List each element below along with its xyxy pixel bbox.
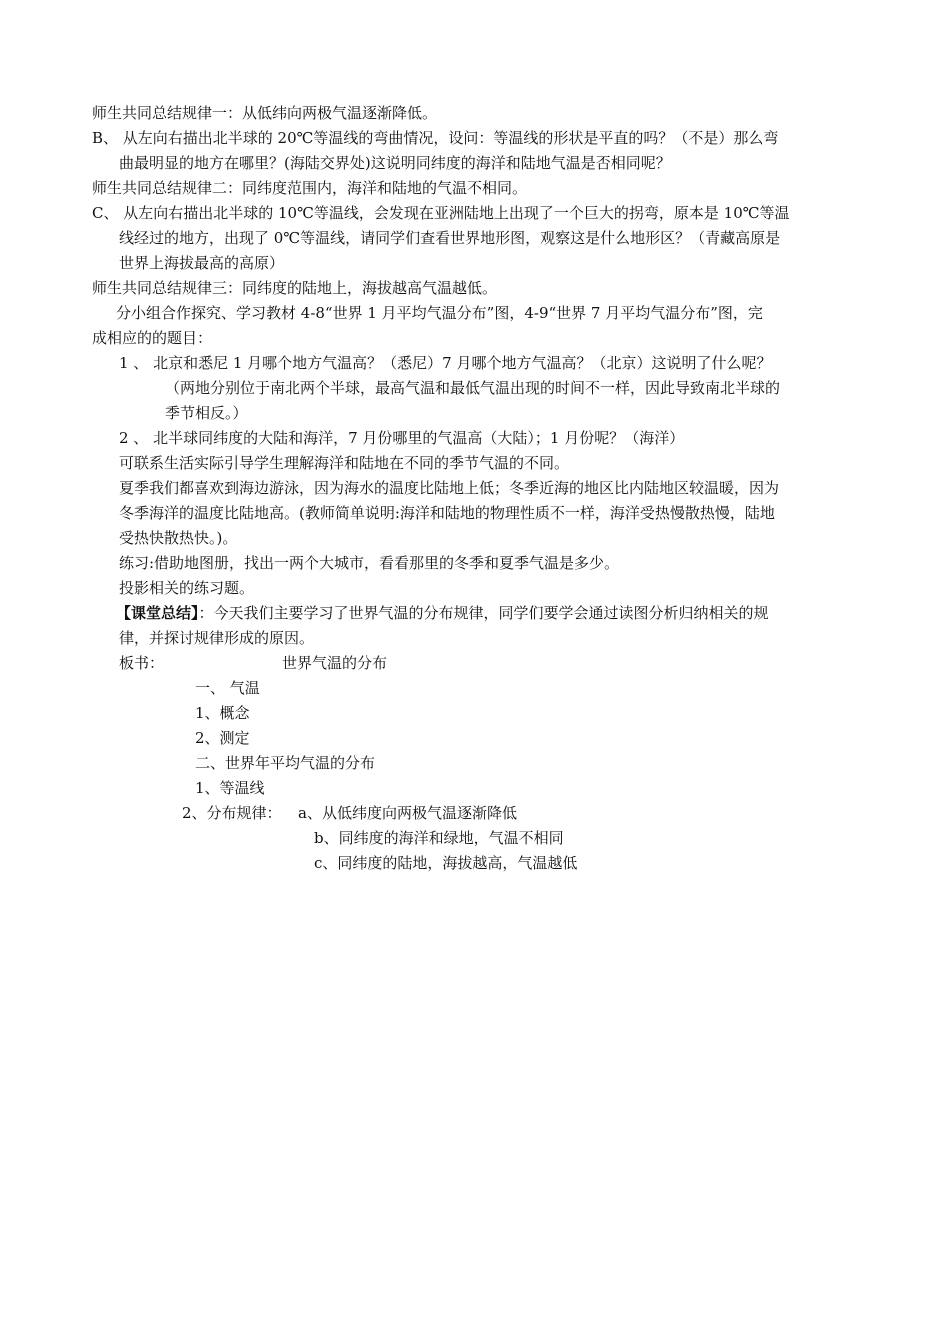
projection-line: 投影相关的练习题。: [119, 579, 255, 597]
rule-one-summary: 师生共同总结规律一：从低纬向两极气温逐渐降低。: [92, 104, 438, 122]
rule-two-summary: 师生共同总结规律二：同纬度范围内，海洋和陆地的气温不相同。: [92, 179, 528, 197]
step-b-line-1: B、 从左向右描出北半球的 20℃等温线的弯曲情况，设问：等温线的形状是平直的吗？（不是）那么弯: [92, 129, 779, 147]
board-rule: b、同纬度的海洋和绿地，气温不相同: [314, 829, 564, 847]
board-rule-label: 2、分布规律：: [182, 804, 282, 822]
step-b-line-2: 曲最明显的地方在哪里？(海陆交界处)这说明同纬度的海洋和陆地气温是否相同呢？: [119, 154, 671, 172]
board-label: 板书：: [119, 654, 165, 672]
board-rule: a、从低纬度向两极气温逐渐降低: [298, 804, 517, 822]
class-summary-line-2: 律，并探讨规律形成的原因。: [119, 629, 315, 647]
life-connection: 可联系生活实际引导学生理解海洋和陆地在不同的季节气温的不同。: [119, 454, 570, 472]
board-title: 世界气温的分布: [282, 654, 388, 672]
group-activity-line-2: 成相应的的题目：: [92, 329, 213, 347]
step-c-line-1: C、 从左向右描出北半球的 10℃等温线，会发现在亚洲陆地上出现了一个巨大的拐弯，原本是 10℃等温: [92, 204, 790, 222]
step-c-line-2: 线经过的地方，出现了 0℃等温线，请同学们查看世界地形图，观察这是什么地形区？（青藏高原是: [119, 229, 781, 247]
question-1-line-2: （两地分别位于南北两个半球，最高气温和最低气温出现的时间不一样，因此导致南北半球的: [165, 379, 781, 397]
class-summary-label: 【课堂总结】: [116, 604, 199, 622]
practice-line: 练习:借助地图册，找出一两个大城市，看看那里的冬季和夏季气温是多少。: [119, 554, 620, 572]
rule-three-summary: 师生共同总结规律三：同纬度的陆地上，海拔越高气温越低。: [92, 279, 498, 297]
step-c-line-3: 世界上海拔最高的高原）: [119, 254, 285, 272]
board-item: 一、 气温: [195, 679, 260, 697]
explanation-line-3: 受热快散热快。)。: [119, 529, 238, 547]
board-item: 二、世界年平均气温的分布: [195, 754, 376, 772]
board-rule: c、同纬度的陆地，海拔越高，气温越低: [314, 854, 578, 872]
board-item: 1、等温线: [195, 779, 265, 797]
board-item: 1、概念: [195, 704, 250, 722]
class-summary-text: ：今天我们主要学习了世界气温的分布规律，同学们要学会通过读图分析归纳相关的规: [198, 604, 769, 622]
explanation-line-1: 夏季我们都喜欢到海边游泳，因为海水的温度比陆地上低；冬季近海的地区比内陆地区较温暖，因为: [119, 479, 780, 497]
question-1-line-1: 1 、 北京和悉尼 1 月哪个地方气温高？（悉尼）7 月哪个地方气温高？（北京）这说明了什么呢？: [119, 354, 772, 372]
question-2: 2 、 北半球同纬度的大陆和海洋，7 月份哪里的气温高（大陆）；1 月份呢？（海洋）: [119, 429, 685, 447]
explanation-line-2: 冬季海洋的温度比陆地高。(教师简单说明:海洋和陆地的物理性质不一样，海洋受热慢散热慢，陆地: [119, 504, 775, 522]
question-1-line-3: 季节相反。）: [165, 404, 248, 422]
class-summary-line-1: [116, 603, 769, 625]
board-item: 2、测定: [195, 729, 250, 747]
group-activity-line-1: 分小组合作探究、学习教材 4-8“世界 1 月平均气温分布”图，4-9“世界 7 月平均气温分布”图，完: [116, 304, 763, 322]
